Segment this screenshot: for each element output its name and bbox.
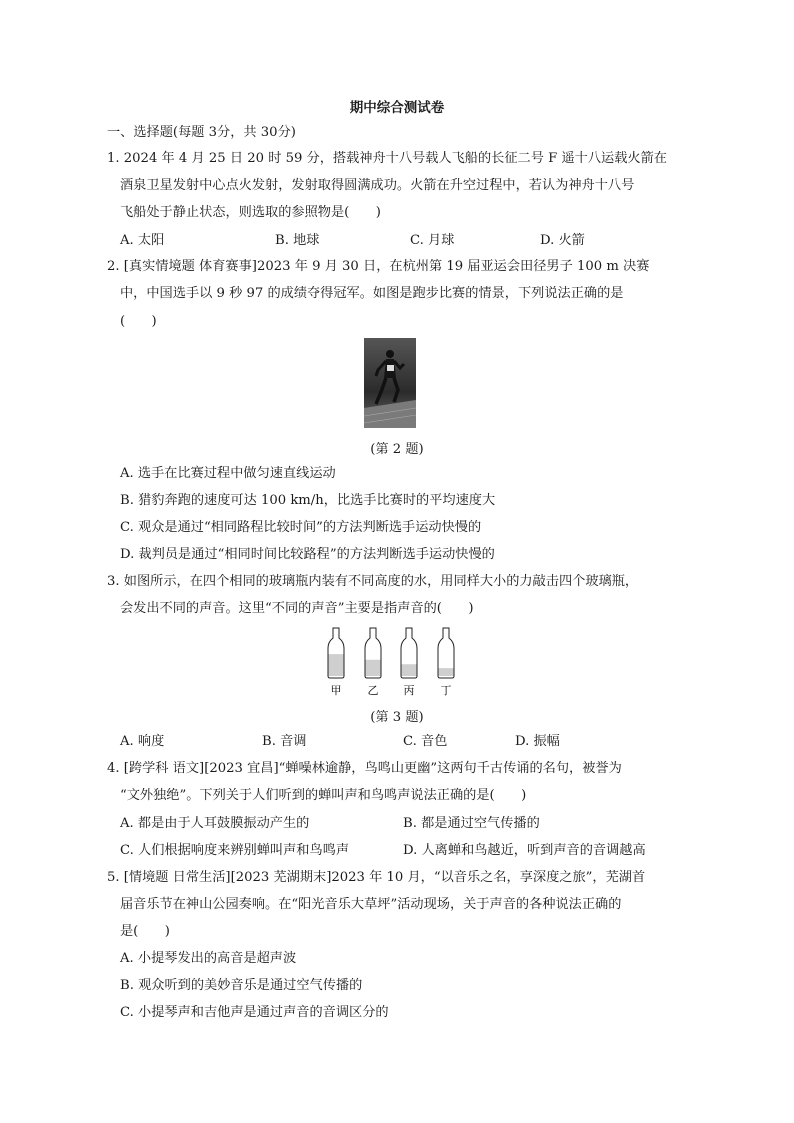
q1-option-b: B. 地球: [275, 233, 320, 248]
bottle-label-2: 乙: [367, 684, 379, 697]
q5-line-3: 是( ): [120, 924, 170, 939]
q2-option-b: B. 猎豹奔跑的速度可达 100 km/h，比选手比赛时的平均速度大: [120, 493, 496, 508]
q2-option-a: A. 选手在比赛过程中做匀速直线运动: [120, 466, 336, 481]
water-level-1: [328, 654, 344, 676]
q1-option-d: D. 火箭: [540, 233, 585, 248]
bottle-2: [365, 628, 381, 697]
q2-option-d: D. 裁判员是通过“相同时间比较路程”的方法判断选手运动快慢的: [120, 547, 495, 562]
bottle-label-1: 甲: [330, 684, 342, 697]
bottle-1: [328, 628, 344, 697]
bottle-label-3: 丙: [403, 684, 415, 697]
q5-option-a: A. 小提琴发出的高音是超声波: [120, 951, 297, 966]
q3-figure-caption: (第 3 题): [370, 710, 424, 725]
q3-option-b: B. 音调: [262, 734, 307, 749]
q2-option-c: C. 观众是通过“相同路程比较时间”的方法判断选手运动快慢的: [120, 520, 482, 535]
q5-line-2: 届音乐节在神山公园奏响。在“阳光音乐大草坪”活动现场，关于声音的各种说法正确的: [120, 897, 622, 912]
q3-line-1: 3. 如图所示，在四个相同的玻璃瓶内装有不同高度的水，用同样大小的力敲击四个玻璃瓶，: [107, 574, 639, 589]
q2-line-2: 中，中国选手以 9 秒 97 的成绩夺得冠军。如图是跑步比赛的情景，下列说法正确的是: [120, 286, 624, 301]
section-heading: 一、选择题(每题 3分，共 30分): [107, 125, 296, 140]
q3-option-a: A. 响度: [120, 734, 165, 749]
q1-line-2: 酒泉卫星发射中心点火发射，发射取得圆满成功。火箭在升空过程中，若认为神舟十八号: [120, 178, 635, 193]
q4-option-c: C. 人们根据响度来辨别蝉叫声和鸟鸣声: [120, 843, 350, 858]
water-level-4: [438, 668, 454, 676]
q1-option-c: C. 月球: [410, 233, 455, 248]
q2-figure-caption: (第 2 题): [370, 442, 424, 457]
q5-line-1: 5. [情境题 日常生活][2023 芜湖期末]2023 年 10 月，“以音乐之名，享深度之旅”，芜湖首: [107, 870, 646, 885]
q4-line-1: 4. [跨学科 语文][2023 宜昌]“蝉噪林逾静，鸟鸣山更幽”这两句千古传诵的名句，被誉为: [107, 761, 622, 776]
q2-line-3: ( ): [120, 314, 157, 329]
q4-line-2: “文外独绝”。下列关于人们听到的蝉叫声和鸟鸣声说法正确的是( ): [120, 788, 527, 803]
bottle-3: [401, 628, 417, 697]
q4-option-b: B. 都是通过空气传播的: [403, 816, 540, 831]
bottle-4: [438, 628, 454, 697]
q1-option-a: A. 太阳: [120, 233, 165, 248]
q5-option-c: C. 小提琴声和吉他声是通过声音的音调区分的: [120, 1005, 389, 1020]
q4-option-a: A. 都是由于人耳鼓膜振动产生的: [120, 816, 310, 831]
water-level-2: [365, 660, 381, 676]
q3-option-c: C. 音色: [403, 734, 448, 749]
bottle-label-4: 丁: [440, 684, 452, 697]
water-level-3: [401, 664, 417, 676]
q4-option-d: D. 人离蝉和鸟越近，听到声音的音调越高: [403, 843, 646, 858]
sprinter-photo: [364, 338, 416, 428]
q1-line-3: 飞船处于静止状态，则选取的参照物是( ): [120, 205, 381, 220]
page-title: 期中综合测试卷: [349, 100, 445, 116]
q2-line-1: 2. [真实情境题 体育赛事]2023 年 9 月 30 日，在杭州第 19 届亚运会田径男子 100 m 决赛: [107, 259, 650, 274]
bottles-figure: [318, 624, 468, 700]
q3-line-2: 会发出不同的声音。这里“不同的声音”主要是指声音的( ): [120, 601, 474, 616]
q3-option-d: D. 振幅: [515, 734, 560, 749]
q5-option-b: B. 观众听到的美妙音乐是通过空气传播的: [120, 978, 363, 993]
q1-line-1: 1. 2024 年 4 月 25 日 20 时 59 分，搭载神舟十八号载人飞船的长征二号 F 遥十八运载火箭在: [107, 151, 667, 166]
